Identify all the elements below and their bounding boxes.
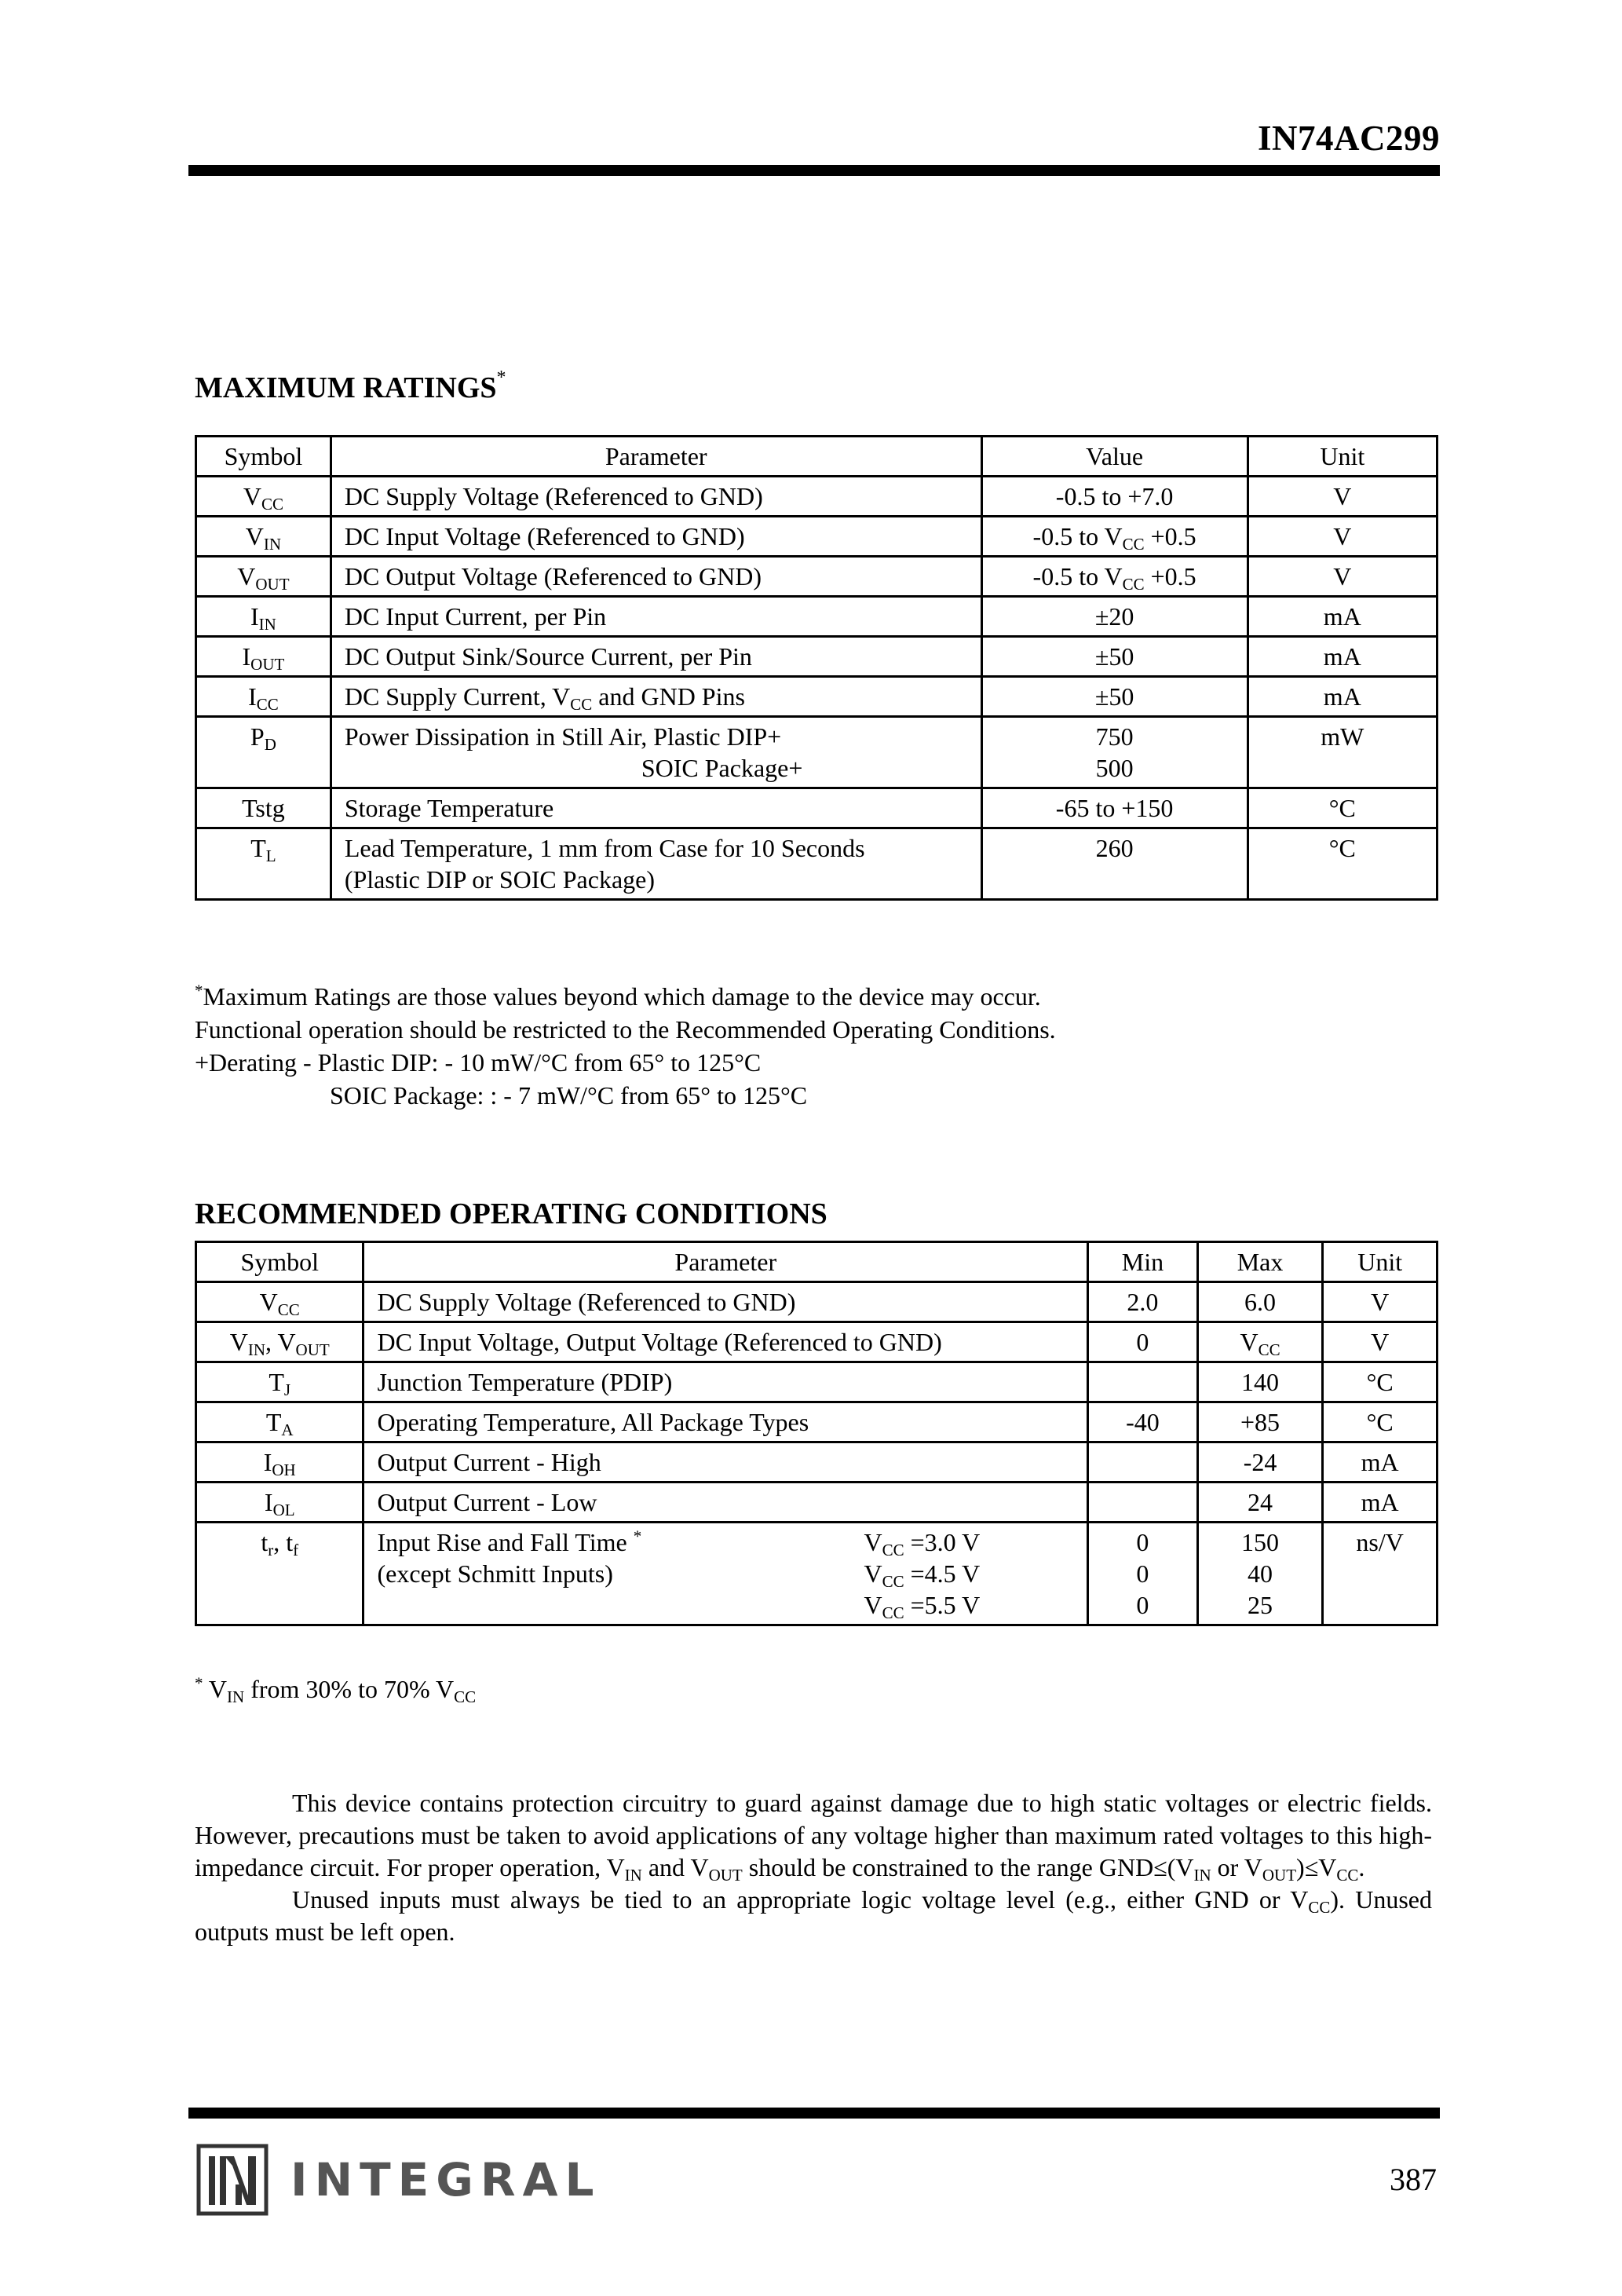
parameter-cell: DC Output Voltage (Referenced to GND)	[331, 557, 981, 597]
table-row	[196, 637, 1438, 677]
symbol-cell: $t_r$, $t_f$	[196, 1523, 363, 1625]
symbol-cell: $I_{OH}$	[196, 1442, 363, 1483]
unit-cell: V	[1248, 477, 1437, 517]
symbol-cell: $I_{CC}$	[196, 677, 331, 717]
value-cell: -65 to +150	[981, 788, 1248, 828]
parameter-cell: Output Current - Low	[363, 1483, 1088, 1523]
parameter-cell: DC Input Voltage, Output Voltage (Referenced to GND)	[363, 1322, 1088, 1362]
parameter-cell: DC Input Voltage (Referenced to GND)	[331, 517, 981, 557]
max-cell: 140	[1197, 1362, 1323, 1402]
table-row	[196, 828, 1438, 900]
parameter-cell: Storage Temperature	[331, 788, 981, 828]
unit-cell: °C	[1248, 788, 1437, 828]
col-parameter: Parameter	[331, 437, 981, 477]
unit-cell: mA	[1248, 677, 1437, 717]
table-row	[196, 1483, 1438, 1523]
col-parameter: Parameter	[363, 1242, 1088, 1282]
parameter-cell: DC Supply Voltage (Referenced to GND)	[331, 477, 981, 517]
value-cell: ±20	[981, 597, 1248, 637]
col-unit: Unit	[1323, 1242, 1438, 1282]
table-row	[196, 1362, 1438, 1402]
table-header-row	[196, 437, 1438, 477]
symbol-cell: $I_{OL}$	[196, 1483, 363, 1523]
max-cell: 150 40 25	[1197, 1523, 1323, 1625]
header-rule	[188, 165, 1440, 176]
table-row	[196, 1282, 1438, 1322]
unit-cell: ns/V	[1323, 1523, 1438, 1625]
parameter-cell: DC Supply Voltage (Referenced to GND)	[363, 1282, 1088, 1322]
parameter-cell: Junction Temperature (PDIP)	[363, 1362, 1088, 1402]
integral-logo-icon	[196, 2144, 269, 2216]
max-cell: 6.0	[1197, 1282, 1323, 1322]
min-cell: 0 0 0	[1088, 1523, 1198, 1625]
max-ratings-table	[195, 435, 1438, 901]
logo-wordmark: INTEGRAL	[290, 2153, 601, 2206]
value-cell: 750 500	[981, 717, 1248, 788]
footer-rule	[188, 2108, 1440, 2119]
min-cell	[1088, 1442, 1198, 1483]
value-cell: -0.5 to +7.0	[981, 477, 1248, 517]
parameter-cell: Lead Temperature, 1 mm from Case for 10 Seconds (Plastic DIP or SOIC Package)	[331, 828, 981, 900]
unit-cell: mA	[1323, 1483, 1438, 1523]
symbol-cell: $V_{OUT}$	[196, 557, 331, 597]
table-row	[196, 1322, 1438, 1362]
note-line: +Derating - Plastic DIP: - 10 mW/°C from 65° to 125°C	[195, 1048, 762, 1077]
table-row	[196, 1402, 1438, 1442]
col-unit: Unit	[1248, 437, 1437, 477]
symbol-cell: $T_A$	[196, 1402, 363, 1442]
min-cell	[1088, 1483, 1198, 1523]
table-row	[196, 788, 1438, 828]
table-row	[196, 1442, 1438, 1483]
parameter-cell: Output Current - High	[363, 1442, 1088, 1483]
min-cell: 0	[1088, 1322, 1198, 1362]
unused-inputs-paragraph: Unused inputs must always be tied to an appropriate logic voltage level (e.g., either GND or $V_{CC}$). Unused outputs must be left open.	[195, 1885, 1433, 1946]
min-cell	[1088, 1362, 1198, 1402]
symbol-cell: $I_{OUT}$	[196, 637, 331, 677]
symbol-cell: $T_L$	[196, 828, 331, 900]
col-min: Min	[1088, 1242, 1198, 1282]
note-line: *Maximum Ratings are those values beyond which damage to the device may occur.	[195, 981, 1041, 1011]
col-symbol: Symbol	[196, 1242, 363, 1282]
table-row	[196, 1523, 1438, 1625]
rec-conditions-table	[195, 1241, 1438, 1626]
page-number: 387	[1390, 2162, 1437, 2197]
symbol-cell: $I_{IN}$	[196, 597, 331, 637]
parameter-cell: DC Output Sink/Source Current, per Pin	[331, 637, 981, 677]
note-line: SOIC Package: : - 7 mW/°C from 65° to 125°C	[330, 1081, 808, 1110]
symbol-cell: $V_{CC}$	[196, 1282, 363, 1322]
min-cell: -40	[1088, 1402, 1198, 1442]
part-number-header: IN74AC299	[1257, 119, 1440, 158]
parameter-cell: Power Dissipation in Still Air, Plastic DIP+ SOIC Package+	[331, 717, 981, 788]
value-cell: ±50	[981, 637, 1248, 677]
col-symbol: Symbol	[196, 437, 331, 477]
symbol-cell: Tstg	[196, 788, 331, 828]
table-row	[196, 677, 1438, 717]
max-cell: $V_{CC}$	[1197, 1322, 1323, 1362]
table-row	[196, 477, 1438, 517]
note-line: Functional operation should be restricted to the Recommended Operating Conditions.	[195, 1015, 1056, 1044]
value-cell: -0.5 to $V_{CC} +0.5$	[981, 557, 1248, 597]
table-row	[196, 517, 1438, 557]
unit-cell: mA	[1248, 597, 1437, 637]
table-row	[196, 717, 1438, 788]
max-cell: +85	[1197, 1402, 1323, 1442]
value-cell: 260	[981, 828, 1248, 900]
unit-cell: V	[1248, 517, 1437, 557]
parameter-cell: Input Rise and Fall Time * $V_{CC} =3.0$ V (except Schmitt Inputs) $V_{CC} =4.5$ V $V_{CC} =5.5$ V	[363, 1523, 1088, 1625]
rec-conditions-title: RECOMMENDED OPERATING CONDITIONS	[195, 1197, 827, 1230]
symbol-cell: $P_D$	[196, 717, 331, 788]
table-row	[196, 597, 1438, 637]
rec-conditions-note: * $V_{IN}$ from 30% to 70% $V_{CC}$	[195, 1673, 477, 1706]
value-cell: ±50	[981, 677, 1248, 717]
value-cell: -0.5 to $V_{CC} +0.5$	[981, 517, 1248, 557]
unit-cell: mW	[1248, 717, 1437, 788]
symbol-cell: $T_J$	[196, 1362, 363, 1402]
col-value: Value	[981, 437, 1248, 477]
unit-cell: °C	[1323, 1362, 1438, 1402]
min-cell: 2.0	[1088, 1282, 1198, 1322]
unit-cell: mA	[1248, 637, 1437, 677]
unit-cell: V	[1248, 557, 1437, 597]
parameter-cell: DC Input Current, per Pin	[331, 597, 981, 637]
table-header-row	[196, 1242, 1438, 1282]
max-cell: -24	[1197, 1442, 1323, 1483]
unit-cell: V	[1323, 1282, 1438, 1322]
col-max: Max	[1197, 1242, 1323, 1282]
table-row	[196, 557, 1438, 597]
body-paragraphs	[195, 1787, 1432, 1948]
parameter-cell: Operating Temperature, All Package Types	[363, 1402, 1088, 1442]
max-ratings-notes	[195, 980, 1056, 1112]
max-ratings-title: MAXIMUM RATINGS*	[195, 367, 506, 404]
protection-paragraph: This device contains protection circuitry to guard against damage due to high static voltages or electric fields. However, precautions must be taken to avoid applications of any voltage higher than maximum rated voltages to this high-impedance circuit. For proper operation, $V_{IN}$ and $V_{OUT}$ should be constrained to the range $GND\le(V_{IN}$ or $V_{OUT})\le V_{CC}$.	[195, 1789, 1432, 1885]
symbol-cell: $V_{IN}$, $V_{OUT}$	[196, 1322, 363, 1362]
unit-cell: V	[1323, 1322, 1438, 1362]
symbol-cell: $V_{CC}$	[196, 477, 331, 517]
max-cell: 24	[1197, 1483, 1323, 1523]
integral-logo	[196, 2144, 601, 2216]
parameter-cell: DC Supply Current, $V_{CC}$ and GND Pins	[331, 677, 981, 717]
symbol-cell: $V_{IN}$	[196, 517, 331, 557]
unit-cell: °C	[1248, 828, 1437, 900]
unit-cell: °C	[1323, 1402, 1438, 1442]
unit-cell: mA	[1323, 1442, 1438, 1483]
